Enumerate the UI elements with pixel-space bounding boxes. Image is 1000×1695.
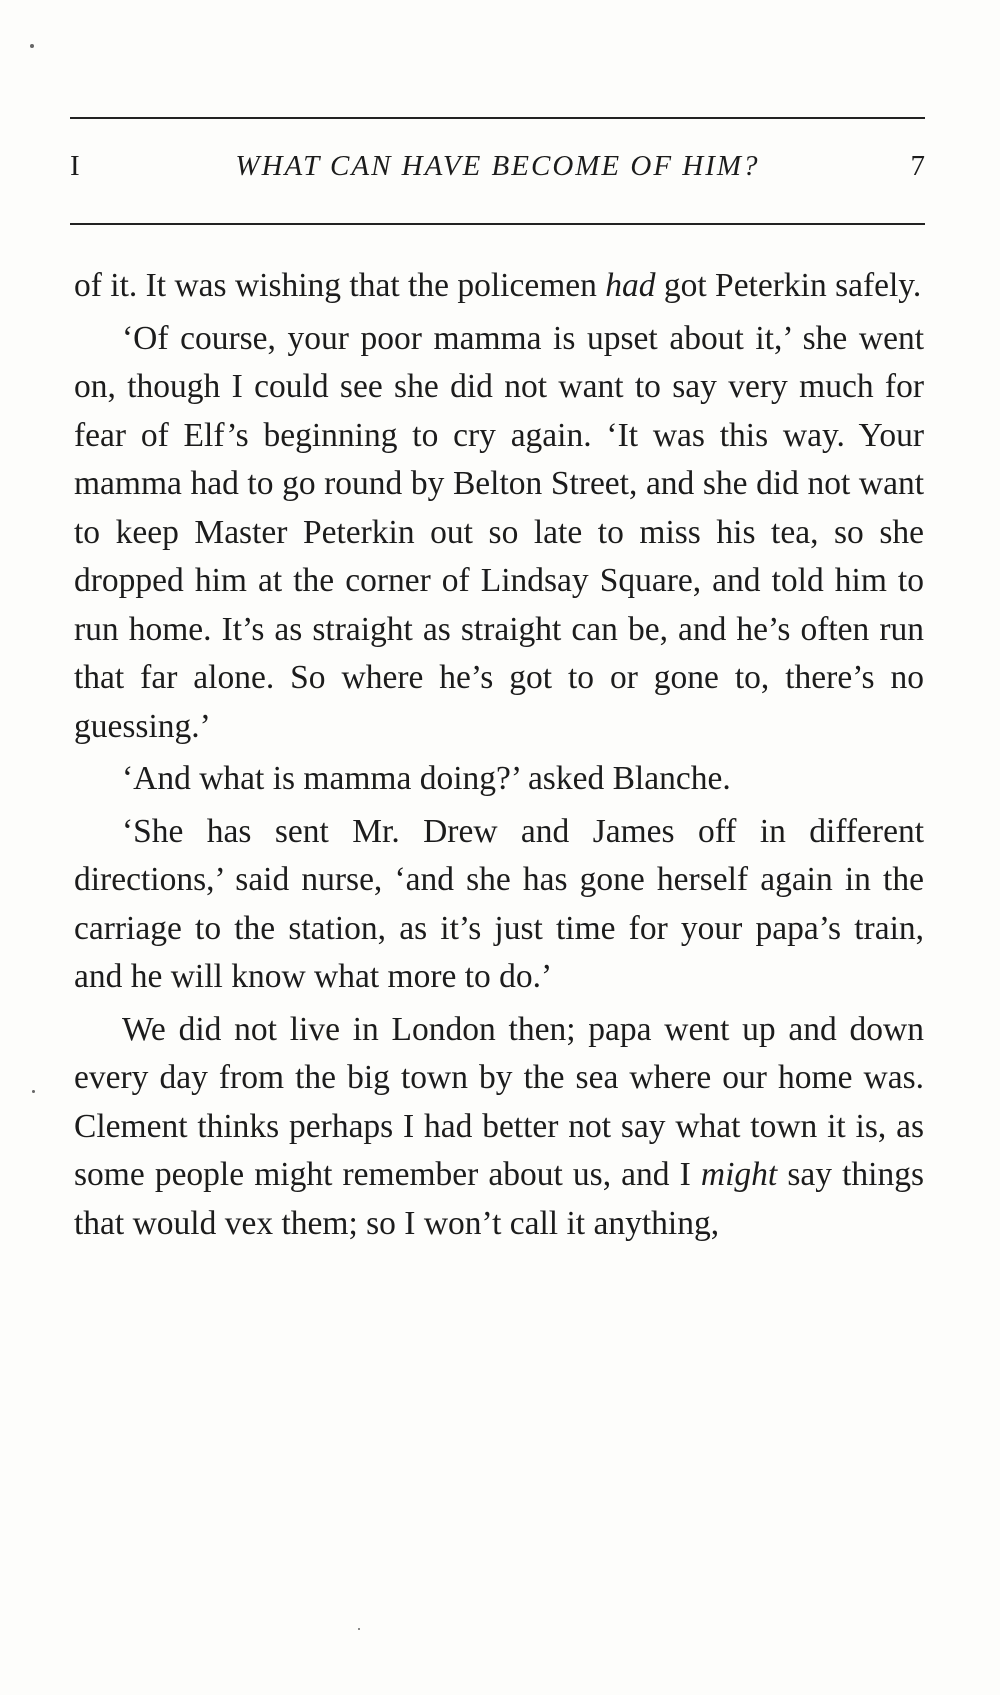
emphasis-might: might [700,1156,778,1193]
body-text [74,262,924,1248]
emphasis-had: had [605,267,656,304]
header-top-rule [70,117,925,119]
header-bottom-rule [70,223,925,225]
running-title: WHAT CAN HAVE BECOME OF HIM? [235,150,760,182]
chapter-number: I [70,150,80,182]
paragraph-5-part-a: We did not live in London then; papa went up and down every day from the big town by the sea where our home was. Clement thinks perhaps I had better not say what town it is, as some people might remember about us, and I [74,1010,924,1193]
paragraph-5 [74,1006,924,1249]
page-number: 7 [910,150,925,182]
paragraph-1-part-a: of it. It was wishing that the policemen [74,267,606,304]
paragraph-4: ‘She has sent Mr. Drew and James off in different directions,’ said nurse, ‘and she has gone herself again in the carriage to the station, as it’s just time for your papa’s train, and he will know what more to do.’ [74,812,924,995]
speck [30,44,34,48]
paragraph-5-part-b: say things that would vex them; so I won’t call it anything, [74,1156,925,1242]
speck [358,1628,360,1630]
speck [32,1090,35,1093]
paragraph-1 [74,262,924,311]
paragraph-1-part-b: got Peterkin safely. [655,267,922,304]
paragraph-3: ‘And what is mamma doing?’ asked Blanche. [122,760,731,797]
running-header [70,150,925,190]
paragraph-2: ‘Of course, your poor mamma is upset about it,’ she went on, though I could see she did not want to say very much for fear of Elf’s beginning to cry again. ‘It was this way. Your mamma had to go round by Belton Street, and she did not want to keep Master Peterkin out so late to miss his tea, so she dropped him at the corner of Lindsay Square, and told him to run home. It’s as straight as straight can be, and he’s often run that far alone. So where he’s got to or gone to, there’s no guessing.’ [74,319,924,745]
